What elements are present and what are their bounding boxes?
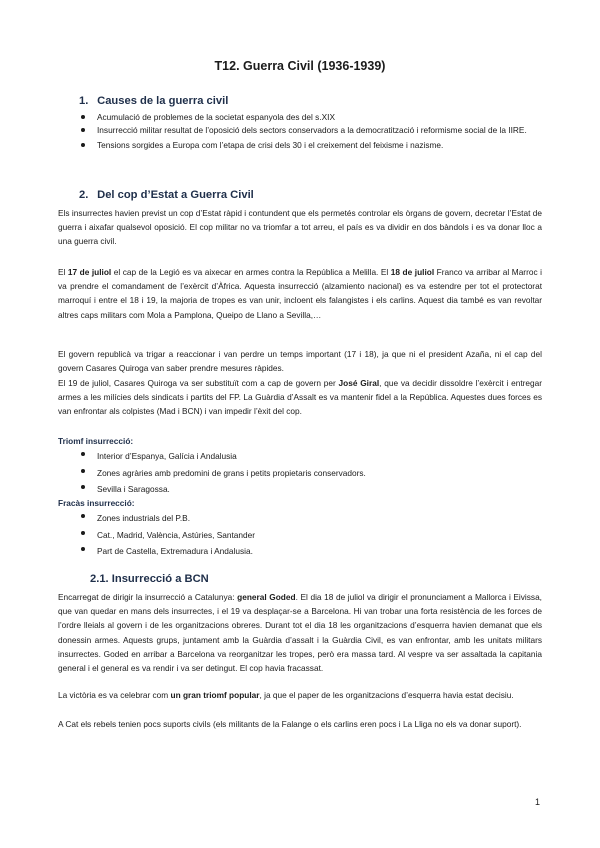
paragraph: El govern republicà va trigar a reaccionar i van perdre un temps important (17 i 18), ja que ni el president Azaña, ni el cap del govern Casares Quiroga van saber prendre mesures ràpides. — [58, 349, 542, 374]
paragraph: Encarregat de dirigir la insurrecció a Catalunya: general Goded. El dia 18 de juliol va dirigir el pronunciament a Mallorca i Eivissa, que van quedar en mans dels insurrectes, i el 19 va desplaçar-se a Barcelona. Hi van trobar una forta resistència de les forces de l’ordre lleials al govern i de les organitzacions obreres. Durant tot el dia 18 les organitzacions d’esquerra havien demanat que els donessin armes. Aquests grups, juntament amb la Guàrdia d’assalt i la Guàrdia Civil, es van enfrontar, amb les unitats militars insurrectes. Goded en arribar a Barcelona va reorganitzar les tropes, però era massa tard. Al vespre va ser assaltada la capitania general i el general es va rendir i va ser detingut. El cop havia fracassat. — [58, 592, 542, 674]
section-2-number: 2. — [79, 189, 89, 201]
page-title: T12. Guerra Civil (1936-1939) — [214, 59, 386, 73]
list-item: Interior d’Espanya, Galícia i Andalusia — [79, 448, 539, 465]
list-item: Part de Castella, Extremadura i Andalusia. — [79, 543, 539, 560]
list-item: Cat., Madrid, València, Astúries, Santander — [79, 527, 539, 544]
section-1-title: Causes de la guerra civil — [97, 95, 229, 107]
section-2-title: Del cop d’Estat a Guerra Civil — [97, 189, 254, 201]
section-2-1-heading: 2.1. Insurrecció a BCN — [90, 573, 209, 585]
paragraph: A Cat els rebels tenien pocs suports civils (els militants de la Falange o els carlins eren pocs i La Lliga no els va donar suport). — [58, 719, 522, 729]
causes-list — [79, 111, 544, 152]
triomf-list — [79, 448, 539, 498]
paragraph: El 17 de juliol el cap de la Legió es va aixecar en armes contra la República a Melilla. El 18 de juliol Franco va arribar al Marroc i va prendre el comandament de l’exèrcit d’Àfrica. Aquesta insurrecció (alzamiento nacional) es va estendre per tot el protectorat marroquí i entre el 18 i 19, la majoria de tropes es van unir, incloent els falangistes i els carlins. Aquest dia també es van revoltar altres caps militars com Mola a Pamplona, Queipo de Llano a Sevilla,… — [58, 267, 542, 320]
list-item: Tensions sorgides a Europa com l’etapa de crisi dels 30 i el creixement del feixisme i nazisme. — [79, 139, 544, 152]
list-item: Insurrecció militar resultat de l’oposició dels sectors conservadors a la democratització i reformisme social de la IIRE. — [79, 124, 544, 137]
paragraph: La victòria es va celebrar com un gran triomf popular, ja que el paper de les organitzacions d’esquerra havia estat decisiu. — [58, 690, 514, 700]
paragraph: Els insurrectes havien previst un cop d’Estat ràpid i contundent que els permetés controlar els òrgans de govern, decretar l’Estat de guerra i aixafar qualsevol oposició. El cop militar no va triomfar a tot arreu, el país es va dividir en dos bàndols i es va donar lloc a una guerra civil. — [58, 208, 542, 247]
section-1-heading — [79, 94, 228, 109]
list-item: Acumulació de problemes de la societat espanyola des del s.XIX — [79, 111, 544, 124]
section-1-number: 1. — [79, 95, 89, 107]
list-item: Sevilla i Saragossa. — [79, 481, 539, 498]
list-item: Zones agràries amb predomini de grans i petits propietaris conservadors. — [79, 465, 539, 482]
paragraph: El 19 de juliol, Casares Quiroga va ser substituït com a cap de govern per José Giral, que va decidir dissoldre l’exèrcit i entregar armes a les milícies dels sindicats i partits del FP. La Guàrdia d’Assalt es va mantenir fidel a la República. Aquestes dues forces es van enfrontar als colpistes (Mad i BCN) i van impedir l’èxit del cop. — [58, 378, 543, 417]
section-2-heading — [79, 188, 254, 203]
fracas-label: Fracàs insurrecció: — [58, 498, 135, 508]
list-item: Zones industrials del P.B. — [79, 510, 539, 527]
fracas-list — [79, 510, 539, 560]
page-number: 1 — [535, 797, 541, 807]
triomf-label: Triomf insurrecció: — [58, 436, 134, 446]
